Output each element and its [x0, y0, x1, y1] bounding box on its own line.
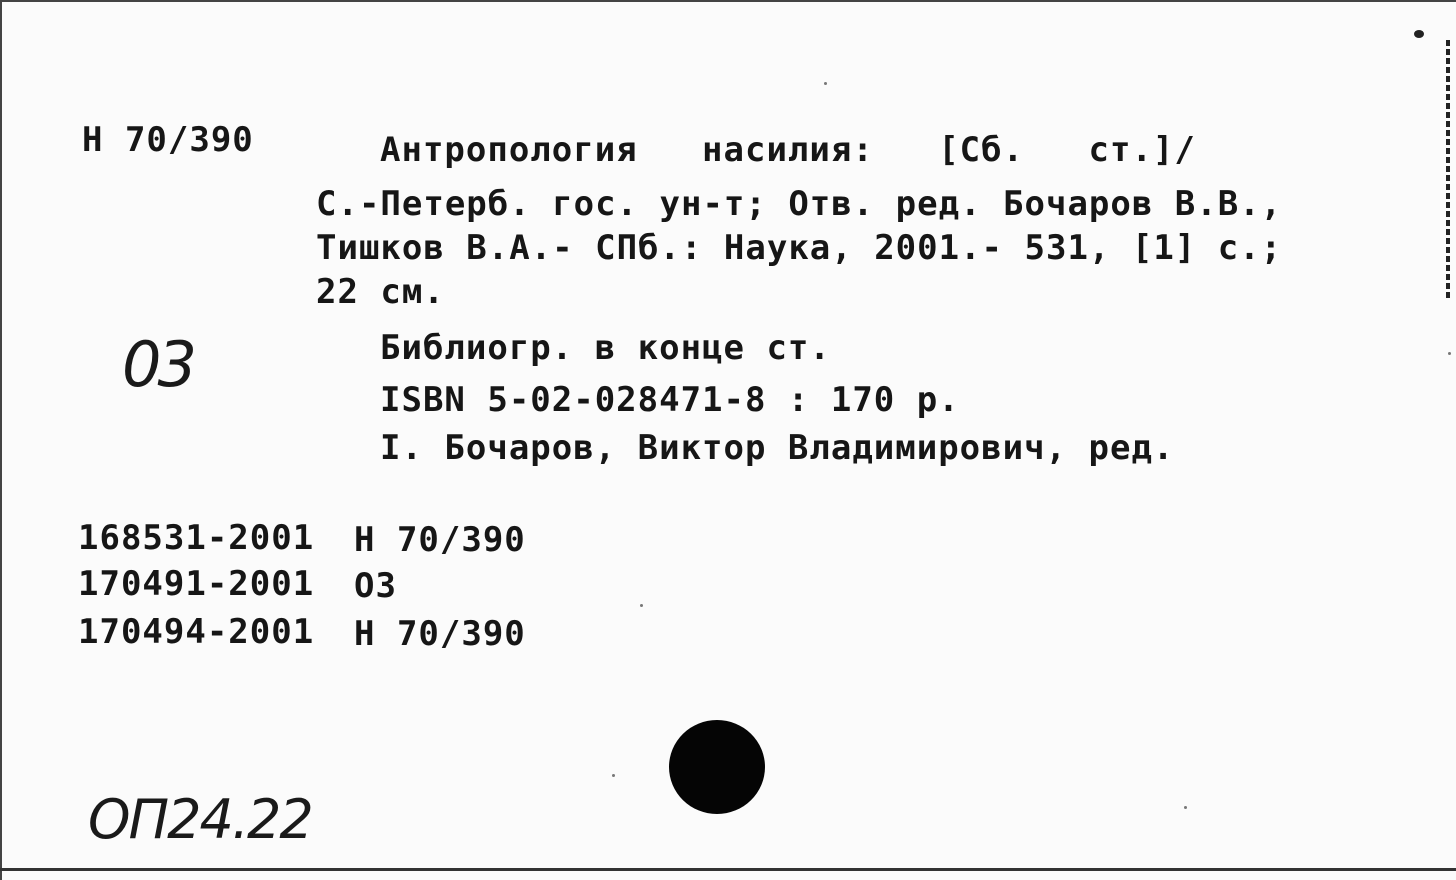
title-line-3: Тишков В.А.- СПб.: Наука, 2001.- 531, [1] с.;	[316, 228, 1283, 268]
scan-speck	[824, 82, 827, 85]
handwritten-footer: ОП24.22	[88, 788, 312, 851]
note-bibliography: Библиогр. в конце ст.	[380, 328, 831, 368]
title-line-2: С.-Петерб. гос. ун-т; Отв. ред. Бочаров В.В.,	[316, 184, 1283, 224]
card-border-top	[0, 0, 1456, 2]
holding-location-1: Н 70/390	[354, 520, 526, 560]
punch-hole	[669, 720, 765, 814]
title-line-4: 22 см.	[316, 272, 445, 312]
handwritten-code: 03	[122, 328, 193, 401]
scan-speck	[640, 604, 643, 607]
note-isbn: ISBN 5-02-028471-8 : 170 р.	[380, 380, 960, 420]
holding-inventory-2: 170491-2001	[78, 564, 315, 604]
holding-inventory-1: 168531-2001	[78, 518, 315, 558]
holding-location-2: ОЗ	[354, 566, 397, 606]
scan-speck	[612, 774, 615, 777]
note-editor: I. Бочаров, Виктор Владимирович, ред.	[380, 428, 1175, 468]
call-number: Н 70/390	[82, 120, 254, 160]
scan-speck	[1414, 30, 1424, 38]
card-border-left	[0, 0, 2, 880]
title-line-1: Антропология насилия: [Сб. ст.]/	[380, 130, 1196, 170]
scan-speck	[1448, 352, 1451, 355]
scan-speck	[1184, 806, 1187, 809]
holding-inventory-3: 170494-2001	[78, 612, 315, 652]
card-border-right	[1446, 40, 1450, 300]
holding-location-3: Н 70/390	[354, 614, 526, 654]
card-border-bottom	[0, 868, 1456, 871]
